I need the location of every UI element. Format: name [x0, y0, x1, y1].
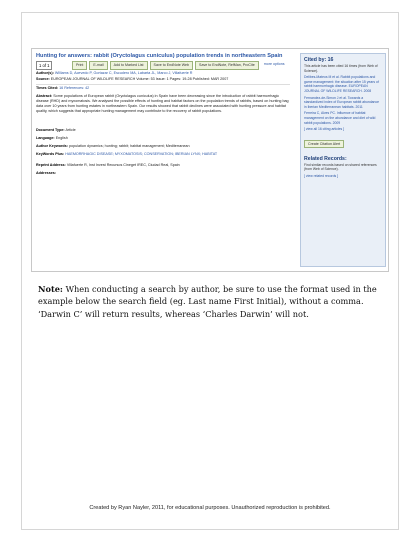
addresses-line: Addresses: [36, 171, 57, 175]
more-options-link[interactable]: more options [263, 62, 285, 66]
citation-sidebar [300, 53, 386, 267]
times-cited-line: Times Cited: 16 References: 42 [36, 86, 90, 90]
view-related-link[interactable]: [ view related records ] [304, 173, 339, 178]
author-search-note [38, 283, 382, 320]
note-text: When conducting a search by author, be sure to use the format used in the example below the search field (eg. Last name First Initial), without a comma. ‘Darwin C’ will return results, whereas ‘Charles Darwin’ will not. [38, 284, 377, 319]
language-line: Language: English [36, 136, 68, 140]
source-line: Source: EUROPEAN JOURNAL OF WILDLIFE RESEARCH Volume: 53 Issue: 1 Pages: 19-28 Published: MAR 2007 [36, 77, 229, 81]
citation-item[interactable]: Delibes-Mateos M et al. Rabbit populations and game management: the situation after 15 years of rabbit haemorrhagic disease. EUROPEAN JOURNAL OF WILDLIFE RESEARCH. 2008 [304, 75, 379, 93]
citation-item[interactable]: Fernandez-de-Simon J et al. Towards a standardized index of European rabbit abundance in Iberian Mediterranean habitats. 2011 [304, 95, 380, 109]
related-records-text: Find similar records based on shared references (from Web of Science). [304, 162, 377, 172]
add-marked-list-button[interactable]: Add to Marked List [110, 61, 148, 70]
email-button[interactable]: E-mail [89, 61, 107, 70]
print-button[interactable]: Print [72, 61, 87, 70]
keywords-plus-line: KeyWords Plus: HAEMORRHAGIC DISEASE; MYXOMATOSIS; CONSERVATION; IBERIAN LYNX; HABITAT [36, 152, 218, 156]
record-toolbar [72, 61, 288, 70]
related-records-heading: Related Records: [304, 155, 347, 162]
citation-item[interactable]: Ferreira C, Alves PC. Influence of habitat management on the abundance and diet of wild rabbit populations. 2009 [304, 111, 376, 125]
divider [36, 84, 290, 85]
view-all-citing-link[interactable]: [ view all 16 citing articles ] [304, 127, 345, 132]
save-endnote-web-button[interactable]: Save to EndNote Web [150, 61, 194, 70]
document-type-line: Document Type: Article [36, 128, 76, 132]
abstract: Abstract: Some populations of European rabbit (Oryctolagus cuniculus) in Spain have been decreasing since the introduction of rabbit haemorrhagic disease (RHD) and myxomatosis. We analysed the possible effects of hunting and habitat factors on the population trends of rabbits, based on hunting bag data over 10 years from hunting estates in northeastern Spain. Our results showed that rabbit declines were associated with hunting pressure and habitat quality, which suggests that appropriate hunting management may contribute to the recovery of rabbit populations. [36, 94, 289, 113]
save-endnote-button[interactable]: Save to EndNote, RefMan, ProCite [195, 61, 259, 70]
author-keywords-line: Author Keywords: population dynamics; hunting; rabbit; habitat management; Mediterranean [36, 144, 190, 148]
record-title[interactable]: Hunting for answers: rabbit (Oryctolagus cuniculus) population trends in northeastern Spain [36, 53, 283, 59]
cited-by-intro: This article has been cited 16 times (from Web of Science). [304, 64, 378, 73]
reprint-address-line: Reprint Address: Villafuerte R, Inst Invest Recursos Cineget IREC, Ciudad Real, Spain [36, 163, 180, 167]
pager: 1 of 1 [36, 61, 52, 70]
cited-by-heading: Cited by: 16 [304, 57, 334, 63]
create-citation-alert-button[interactable]: Create Citation Alert [304, 140, 344, 148]
note-label: Note: [38, 284, 63, 294]
record-screenshot [31, 48, 389, 272]
copyright-footer: Created by Ryan Nayler, 2011, for educational purposes. Unauthorized reproduction is prohibited. [89, 505, 331, 511]
authors-line: Author(s): Williams D, Acevedo P, Gortazar C, Escudero MA, Labarta JL, Marco J, Villafuerte R [36, 71, 193, 75]
